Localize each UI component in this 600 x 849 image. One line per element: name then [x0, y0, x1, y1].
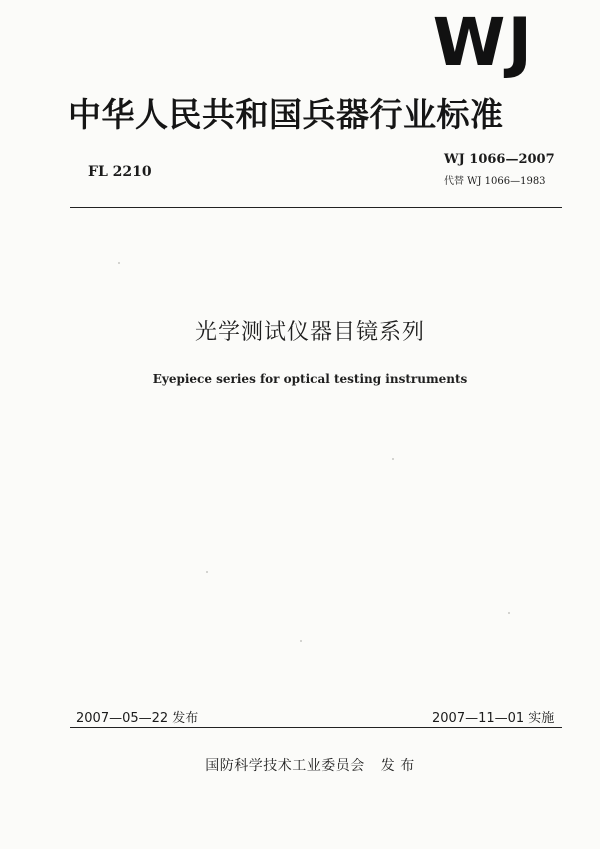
- standard-category-title: 中华人民共和国兵器行业标准: [68, 95, 504, 134]
- footer-divider: [70, 727, 562, 728]
- document-title-chinese: 光学测试仪器目镜系列: [194, 320, 425, 345]
- wj-logo: WJ: [432, 4, 534, 81]
- scan-speck: [206, 571, 208, 573]
- header-divider: [70, 207, 562, 208]
- standard-number: WJ 1066—2007: [444, 152, 555, 167]
- issue-date: 2007—05—22 发布: [76, 711, 199, 726]
- effective-date: 2007—11—01 实施: [432, 711, 555, 726]
- scan-speck: [300, 640, 302, 642]
- issuer-line: [0, 755, 600, 775]
- document-title-english: Eyepiece series for optical testing instruments: [152, 372, 468, 386]
- replaces-standard: 代替 WJ 1066—1983: [444, 176, 546, 187]
- issuer-action: 发 布: [380, 758, 415, 774]
- scan-speck: [508, 612, 510, 614]
- classification-code: FL 2210: [88, 164, 152, 180]
- scan-speck: [392, 458, 394, 460]
- issuer-name: 国防科学技术工业委员会: [205, 758, 365, 774]
- scan-speck: [118, 262, 120, 264]
